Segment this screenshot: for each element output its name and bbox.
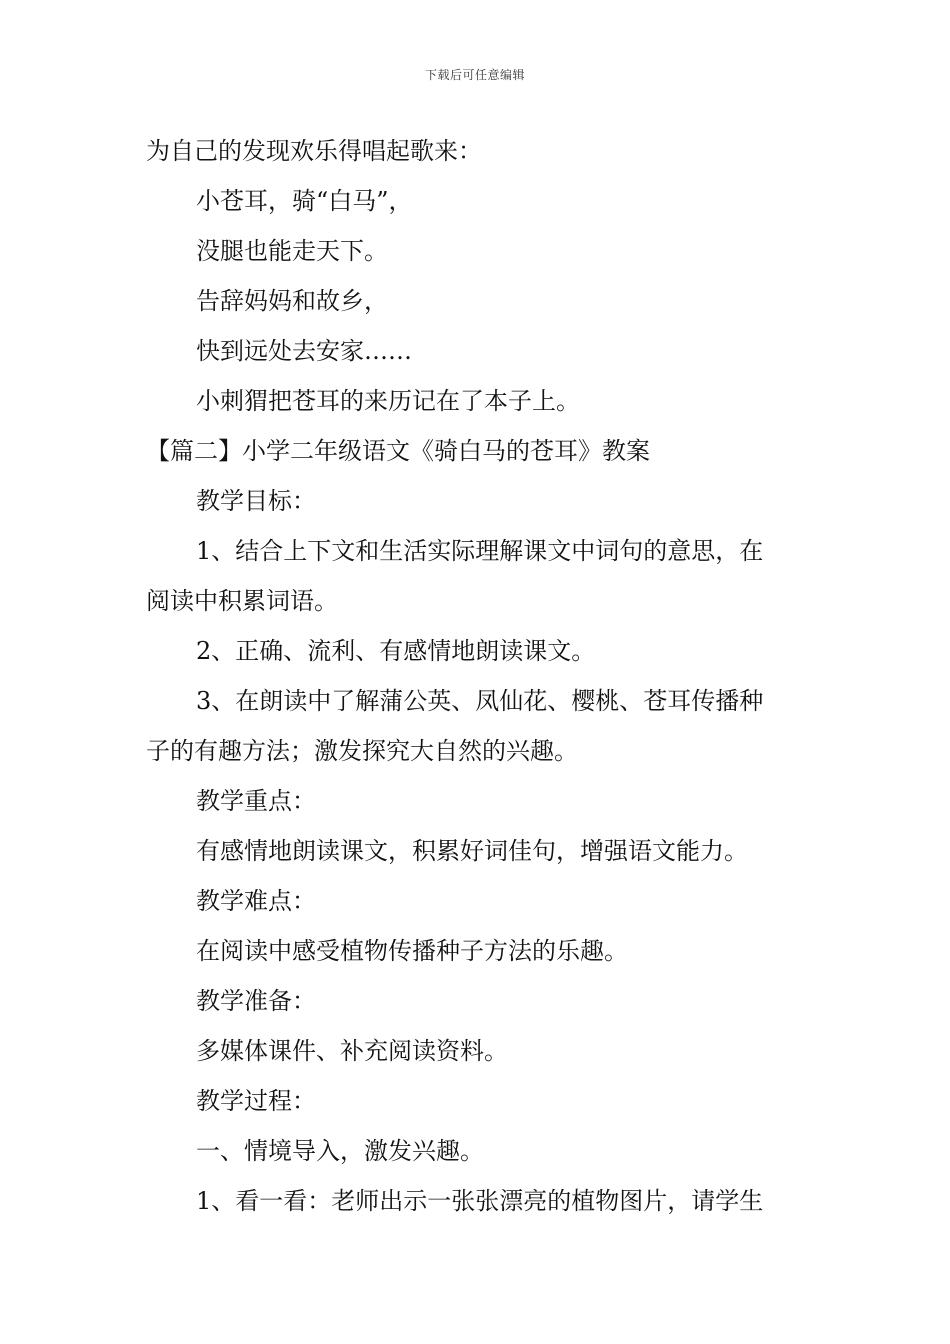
process-step-1-1: 1、看一看：老师出示一张张漂亮的植物图片，请学生: [196, 1187, 764, 1215]
text-line-1: 为自己的发现欢乐得唱起歌来：: [146, 137, 482, 165]
heading-preparation: 教学准备：: [196, 987, 316, 1015]
poem-line-2: 没腿也能走天下。: [196, 237, 388, 265]
objective-3-line-2: 子的有趣方法；激发探究大自然的兴趣。: [146, 737, 578, 765]
key-points-text: 有感情地朗读课文，积累好词佳句，增强语文能力。: [196, 837, 748, 865]
objective-1-line-1: 1、结合上下文和生活实际理解课文中词句的意思，在: [196, 537, 764, 565]
poem-line-3: 告辞妈妈和故乡，: [196, 287, 388, 315]
poem-line-1: 小苍耳，骑“白马”，: [196, 187, 413, 215]
heading-key-points: 教学重点：: [196, 787, 316, 815]
difficulties-text: 在阅读中感受植物传播种子方法的乐趣。: [196, 937, 628, 965]
heading-objectives: 教学目标：: [196, 487, 316, 515]
preparation-text: 多媒体课件、补充阅读资料。: [196, 1037, 508, 1065]
heading-process: 教学过程：: [196, 1087, 316, 1115]
text-line-6: 小刺猬把苍耳的来历记在了本子上。: [196, 387, 580, 415]
process-step-1: 一、情境导入，激发兴趣。: [196, 1137, 484, 1165]
section-title: 【篇二】小学二年级语文《骑白马的苍耳》教案: [146, 437, 650, 465]
document-body: [146, 126, 808, 1226]
objective-2: 2、正确、流利、有感情地朗读课文。: [196, 637, 596, 665]
poem-line-4: 快到远处去安家……: [196, 337, 412, 365]
page-header: 下载后可任意编辑: [424, 68, 525, 82]
objective-1-line-2: 阅读中积累词语。: [146, 587, 338, 615]
objective-3-line-1: 3、在朗读中了解蒲公英、凤仙花、樱桃、苍耳传播种: [196, 687, 764, 715]
heading-difficulties: 教学难点：: [196, 887, 316, 915]
